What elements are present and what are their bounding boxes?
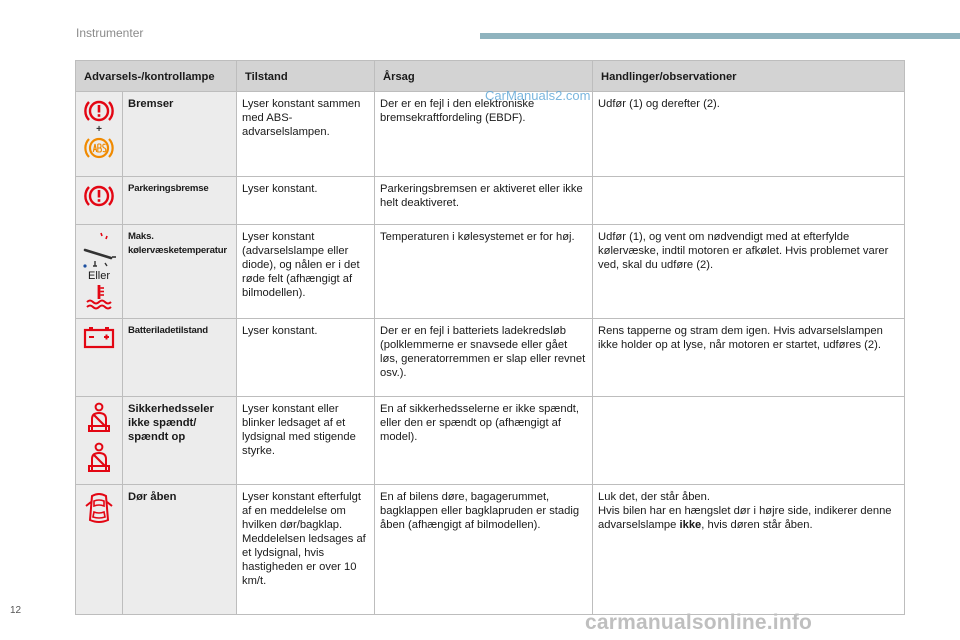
- watermark-top: CarManuals2.com: [485, 88, 591, 103]
- condition-cell: Lyser konstant eller blinker ledsaget af et lydsignal med stigende styrke.: [237, 397, 375, 485]
- warning-lamp-table: [75, 60, 905, 615]
- watermark-bottom: carmanualsonline.info: [585, 611, 813, 634]
- action-cell: Udfør (1) og derefter (2).: [593, 92, 905, 177]
- cause-cell: Temperaturen i kølesystemet er for høj.: [375, 225, 593, 319]
- cause-cell: Parkeringsbremsen er aktiveret eller ikke helt deaktiveret.: [375, 177, 593, 225]
- action-cell: Udfør (1), og vent om nødvendigt med at efterfylde kølervæske, indtil motoren er afkølet. Hvis problemet varer ved, skal du udføre (2).: [593, 225, 905, 319]
- cause-cell: En af sikkerhedsselerne er ikke spændt, eller den er spændt op (afhængigt af model).: [375, 397, 593, 485]
- lamp-icons: [76, 319, 123, 397]
- coolant-temperature-icon: [84, 284, 114, 310]
- icon-joiner: Eller: [87, 270, 110, 282]
- brake-warning-icon: [84, 97, 114, 125]
- condition-cell: Lyser konstant efterfulgt af en meddelelse om hvilken dør/bagklap. Meddelelsen ledsages af et lydsignal, hvis hastigheden er over 10 km/t.: [237, 485, 375, 615]
- action-cell: [593, 397, 905, 485]
- table-row: [76, 485, 905, 615]
- lamp-name: Dør åben: [123, 485, 237, 615]
- table-row: [76, 177, 905, 225]
- icon-joiner: +: [96, 124, 102, 135]
- page-number: 12: [10, 605, 22, 616]
- action-emphasis: ikke: [679, 519, 702, 531]
- table-row: [76, 319, 905, 397]
- action-line: Hvis bilen har en hængslet dør i højre side, indikerer denne advarselslampe: [598, 505, 892, 531]
- door-open-icon: [84, 490, 114, 526]
- table-row: [76, 92, 905, 177]
- header-accent-bar: [480, 33, 960, 39]
- cause-cell: En af bilens døre, bagagerummet, bagklappen eller bagklapruden er stadig åben (afhængigt af bilmodellen).: [375, 485, 593, 615]
- lamp-icons: [76, 92, 123, 177]
- condition-cell: Lyser konstant.: [237, 177, 375, 225]
- lamp-icons: [76, 225, 123, 319]
- condition-cell: Lyser konstant.: [237, 319, 375, 397]
- section-title: Instrumenter: [76, 26, 144, 40]
- cause-cell: Der er en fejl i den elektroniske bremsekraftfordeling (EBDF).: [375, 92, 593, 177]
- lamp-icons: [76, 397, 123, 485]
- lamp-name: Sikkerhedsseler ikke spændt/ spændt op: [123, 397, 237, 485]
- cause-cell: Der er en fejl i batteriets ladekredsløb (polklemmerne er snavsede eller gået løs, generatorremmen er slap eller revnet osv.).: [375, 319, 593, 397]
- seatbelt-icon: [84, 442, 114, 474]
- coolant-gauge-icon: [81, 230, 119, 268]
- lamp-name: Batteriladetilstand: [123, 319, 237, 397]
- action-cell: Rens tapperne og stram dem igen. Hvis advarselslampen ikke holder op at lyse, når motoren er startet, udføres (2).: [593, 319, 905, 397]
- action-cell: [593, 485, 905, 615]
- header-cause: Årsag: [375, 61, 593, 92]
- lamp-name: Parkeringsbremse: [123, 177, 237, 225]
- table-row: [76, 397, 905, 485]
- table-row: [76, 225, 905, 319]
- parking-brake-icon: [84, 182, 114, 210]
- table-header-row: [76, 61, 905, 92]
- lamp-name: Bremser: [123, 92, 237, 177]
- lamp-icons: [76, 485, 123, 615]
- action-line: , hvis døren står åben.: [701, 519, 813, 531]
- header-condition: Tilstand: [237, 61, 375, 92]
- condition-cell: Lyser konstant sammen med ABS-advarselslampen.: [237, 92, 375, 177]
- header-lamp: Advarsels-/kontrollampe: [76, 61, 237, 92]
- condition-cell: Lyser konstant (advarselslampe eller diode), og nålen er i det røde felt (afhængigt af bilmodellen).: [237, 225, 375, 319]
- abs-warning-icon: [84, 134, 114, 162]
- seatbelt-icon: [84, 402, 114, 434]
- header-action: Handlinger/observationer: [593, 61, 905, 92]
- action-cell: [593, 177, 905, 225]
- lamp-name: Maks. kølervæsketemperatur: [123, 225, 237, 319]
- battery-icon: [82, 324, 116, 350]
- action-line: Luk det, der står åben.: [598, 491, 710, 503]
- lamp-icons: [76, 177, 123, 225]
